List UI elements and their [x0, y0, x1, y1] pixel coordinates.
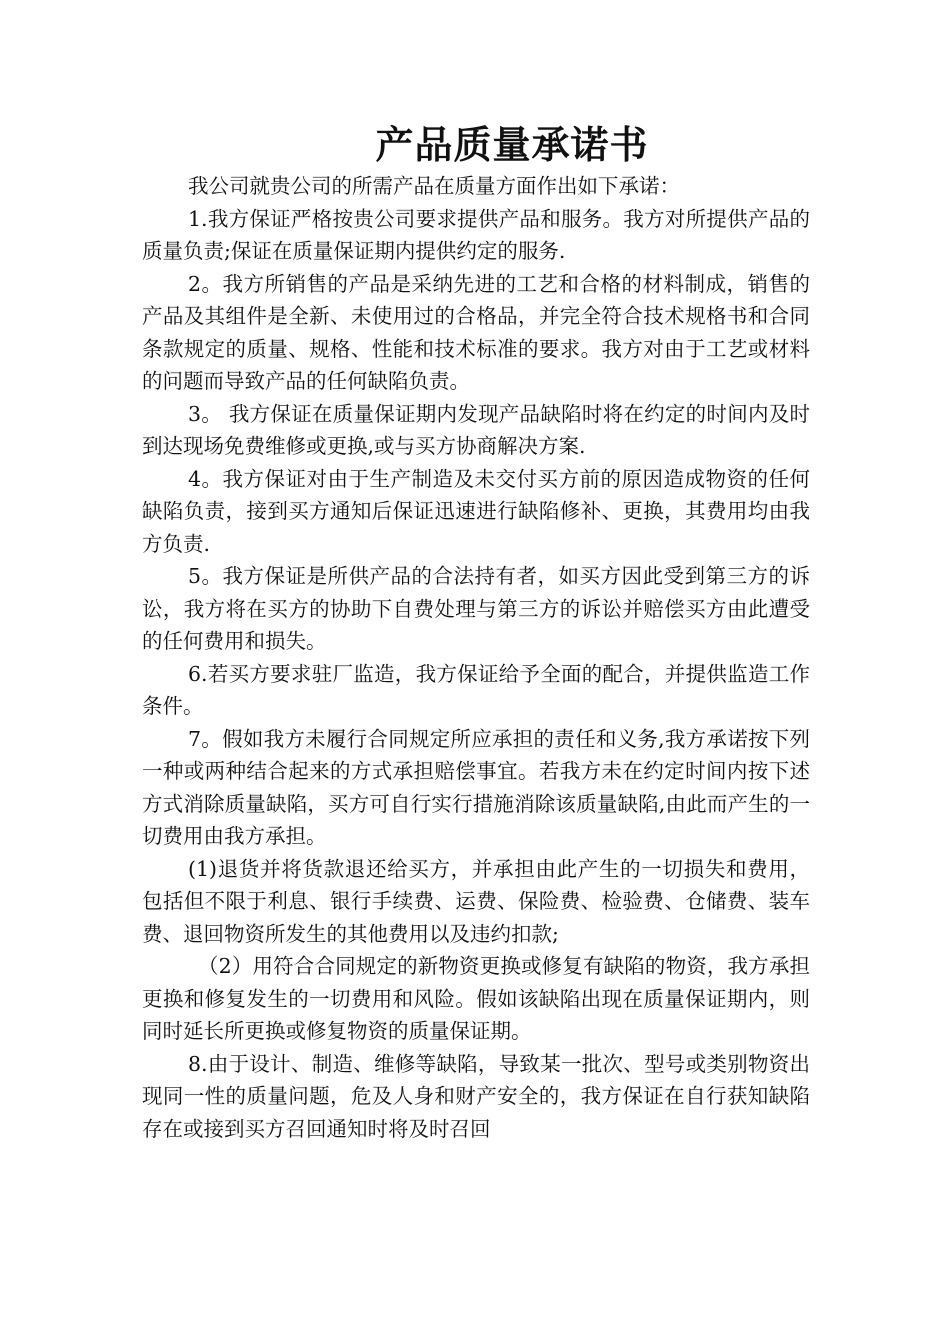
clause-2-paragraph: 2。我方所销售的产品是采纳先进的工艺和合格的材料制成，销售的产品及其组件是全新、未使用过的合格品，并完全符合技术规格书和合同条款规定的质量、规格、性能和技术标准的要求。我方对由于工艺或材料的问题而导致产品的任何缺陷负责。	[142, 271, 810, 393]
intro-paragraph: 我公司就贵公司的所需产品在质量方面作出如下承诺：	[188, 174, 680, 198]
clause-7-item-1-paragraph: (1)退货并将货款退还给买方，并承担由此产生的一切损失和费用，包括但不限于利息、银行手续费、运费、保险费、检验费、仓储费、装车费、退回物资所发生的其他费用以及违约扣款;	[142, 856, 810, 946]
document-body	[142, 170, 810, 1145]
document-title: 产品质量承诺书	[375, 122, 649, 167]
clause-3-paragraph: 3。 我方保证在质量保证期内发现产品缺陷时将在约定的时间内及时到达现场免费维修或更换,或与买方协商解决方案.	[142, 401, 810, 458]
clause-7-paragraph: 7。假如我方未履行合同规定所应承担的责任和义务,我方承诺按下列一种或两种结合起来的方式承担赔偿事宜。若我方未在约定时间内按下述方式消除质量缺陷，买方可自行实行措施消除该质量缺陷,由此而产生的一切费用由我方承担。	[142, 726, 810, 848]
clause-8-paragraph: 8.由于设计、制造、维修等缺陷，导致某一批次、型号或类别物资出现同一性的质量问题，危及人身和财产安全的，我方保证在自行获知缺陷存在或接到买方召回通知时将及时召回	[142, 1051, 810, 1141]
clause-4-paragraph: 4。我方保证对由于生产制造及未交付买方前的原因造成物资的任何缺陷负责，接到买方通知后保证迅速进行缺陷修补、更换，其费用均由我方负责.	[142, 466, 810, 556]
clause-6-paragraph: 6.若买方要求驻厂监造，我方保证给予全面的配合，并提供监造工作条件。	[142, 661, 810, 718]
clause-1-paragraph: 1.我方保证严格按贵公司要求提供产品和服务。我方对所提供产品的质量负责;保证在质量保证期内提供约定的服务.	[142, 206, 810, 263]
clause-5-paragraph: 5。我方保证是所供产品的合法持有者，如买方因此受到第三方的诉讼，我方将在买方的协助下自费处理与第三方的诉讼并赔偿买方由此遭受的任何费用和损失。	[142, 564, 810, 653]
clause-7-item-2-paragraph: （2）用符合合同规定的新物资更换或修复有缺陷的物资，我方承担更换和修复发生的一切费用和风险。假如该缺陷出现在质量保证期内，则同时延长所更换或修复物资的质量保证期。	[142, 954, 810, 1043]
